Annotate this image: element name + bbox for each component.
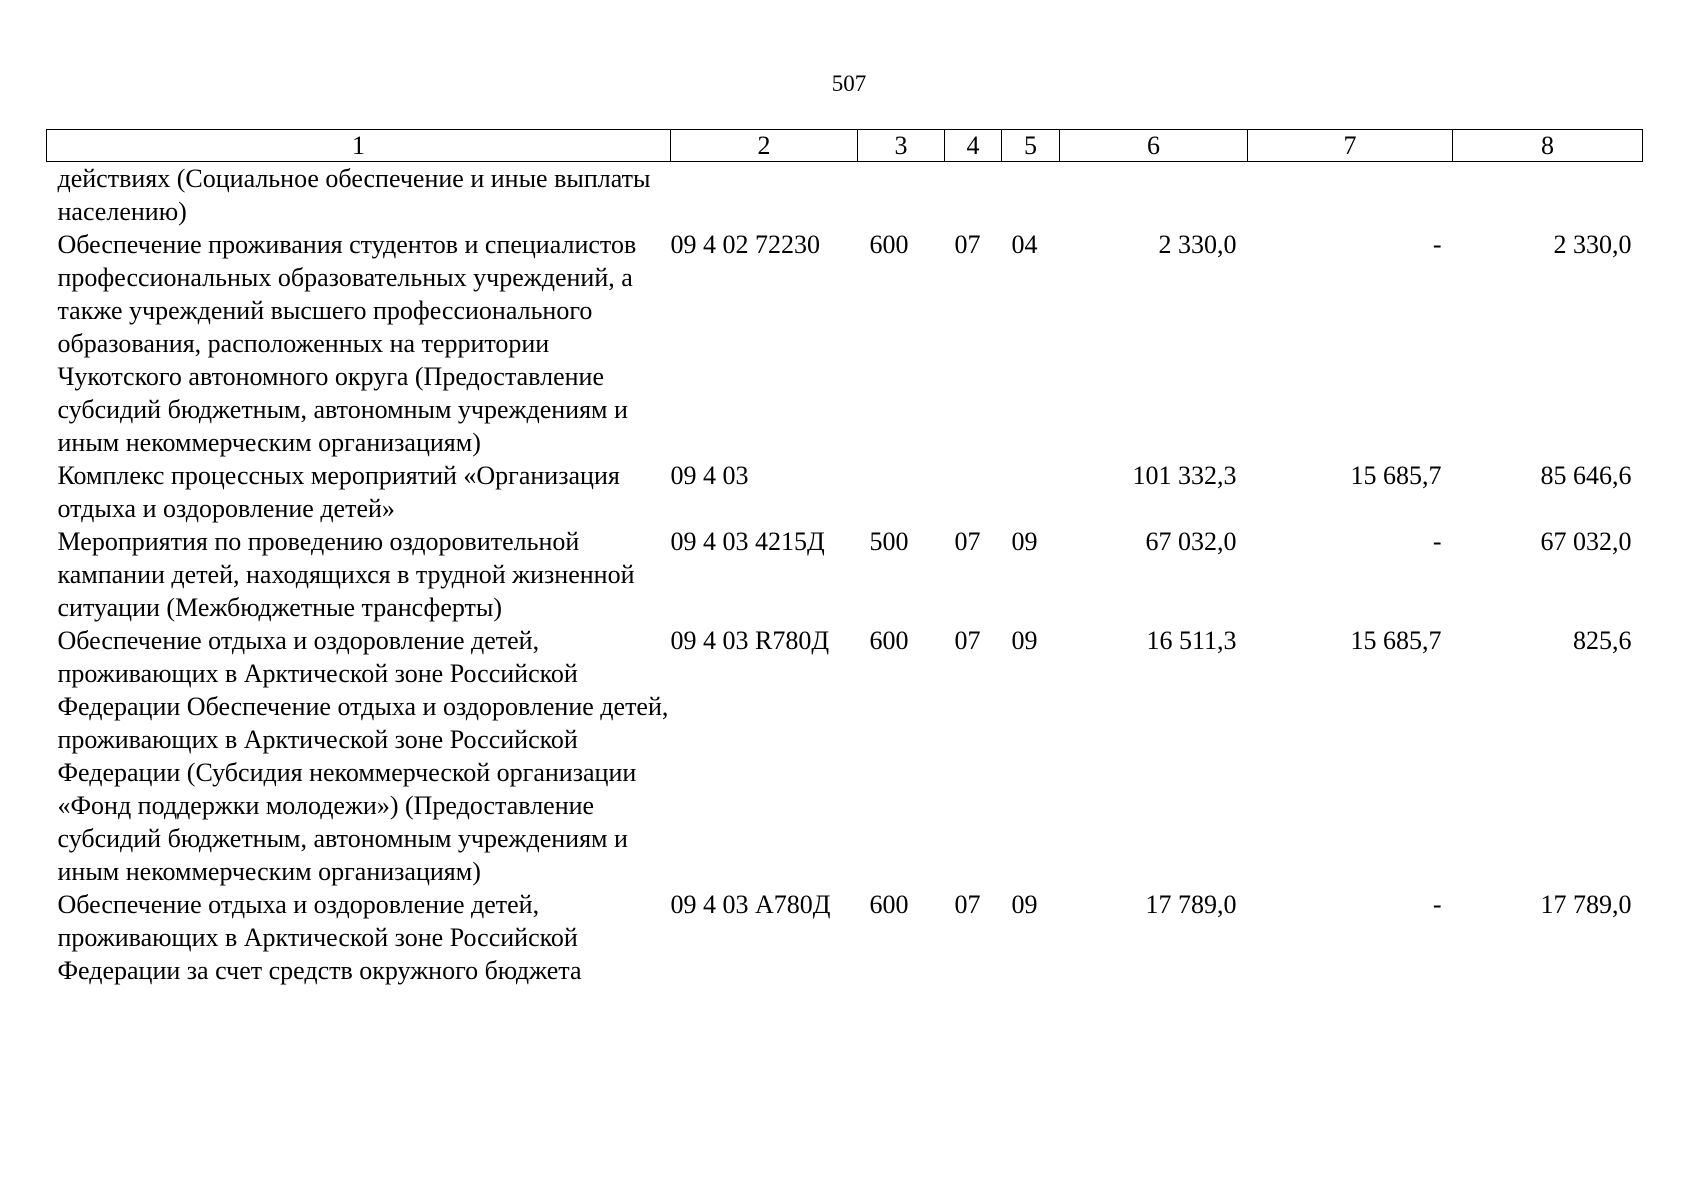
- table-header: [47, 130, 1643, 162]
- row-subsection: [1002, 162, 1060, 229]
- row-subsection: [1002, 459, 1060, 525]
- row-expense-type: 500: [869, 527, 909, 556]
- row-subsection: 04: [1011, 230, 1038, 259]
- row-amount-col7: 15 685,7: [1350, 626, 1442, 655]
- column-header-5: 5: [1002, 130, 1060, 162]
- column-header-4: 4: [945, 130, 1002, 162]
- table-row: [47, 162, 1643, 229]
- row-amount-col7: -: [1432, 890, 1442, 919]
- row-amount-col7: [1248, 162, 1453, 229]
- row-expense-type: 600: [869, 230, 909, 259]
- row-expense-type: 600: [869, 890, 909, 919]
- row-amount-col8: 825,6: [1573, 626, 1632, 655]
- column-header-2: 2: [671, 130, 858, 162]
- table-row: [47, 624, 1643, 888]
- table-row: [47, 888, 1643, 987]
- row-name: Мероприятия по проведению оздоровительной кампании детей, находящихся в трудной жизненной ситуации (Межбюджетные трансферты): [57, 527, 635, 622]
- row-amount-total: 17 789,0: [1145, 890, 1237, 919]
- row-section: 07: [954, 230, 981, 259]
- row-expense-type: [858, 162, 945, 229]
- row-amount-col8: 17 789,0: [1540, 890, 1632, 919]
- row-amount-col7: -: [1432, 527, 1442, 556]
- row-program-code: 09 4 03 R780Д: [670, 626, 830, 655]
- table-row: [47, 228, 1643, 459]
- column-header-7: 7: [1248, 130, 1453, 162]
- row-amount-col8: [1453, 162, 1643, 229]
- row-name: Обеспечение проживания студентов и специалистов профессиональных образовательных учреждений, а также учреждений высшего профессионального образования, расположенных на территории Чукотского автономного округа (Предоставление субсидий бюджетным, автономным учреждениям и иным некоммерческим организациям): [57, 230, 637, 457]
- row-name: Комплекс процессных мероприятий «Организация отдыха и оздоровление детей»: [57, 461, 620, 523]
- row-amount-col7: 15 685,7: [1350, 461, 1442, 490]
- row-program-code: 09 4 03: [670, 461, 749, 490]
- row-section: [945, 162, 1002, 229]
- row-program-code: [671, 162, 858, 229]
- table-body: [47, 162, 1643, 988]
- row-expense-type: [858, 459, 945, 525]
- row-name: действиях (Социальное обеспечение и иные выплаты населению): [57, 164, 651, 226]
- column-header-8: 8: [1453, 130, 1643, 162]
- row-amount-total: [1060, 162, 1248, 229]
- row-program-code: 09 4 02 72230: [670, 230, 820, 259]
- page-number: 507: [831, 71, 867, 96]
- row-subsection: 09: [1011, 626, 1038, 655]
- budget-table: [46, 129, 1643, 987]
- column-header-3: 3: [858, 130, 945, 162]
- row-section: 07: [954, 890, 981, 919]
- table-row: [47, 459, 1643, 525]
- column-header-6: 6: [1060, 130, 1248, 162]
- row-amount-total: 2 330,0: [1158, 230, 1237, 259]
- row-section: 07: [954, 527, 981, 556]
- row-program-code: 09 4 03 А780Д: [670, 890, 831, 919]
- row-name: Обеспечение отдыха и оздоровление детей, проживающих в Арктической зоне Российской Федерации Обеспечение отдыха и оздоровление детей, проживающих в Арктической зоне Российской Федерации (Субсидия некоммерческой организации «Фонд поддержки молодежи») (Предоставление субсидий бюджетным, автономным учреждениям и иным некоммерческим организациям): [57, 626, 669, 886]
- row-subsection: 09: [1011, 527, 1038, 556]
- row-program-code: 09 4 03 4215Д: [670, 527, 825, 556]
- column-header-1: 1: [47, 130, 671, 162]
- row-section: 07: [954, 626, 981, 655]
- row-section: [945, 459, 1002, 525]
- row-subsection: 09: [1011, 890, 1038, 919]
- row-amount-col8: 2 330,0: [1553, 230, 1632, 259]
- row-amount-col7: -: [1432, 230, 1442, 259]
- row-amount-col8: 85 646,6: [1540, 461, 1632, 490]
- row-amount-total: 16 511,3: [1146, 626, 1237, 655]
- row-expense-type: 600: [869, 626, 909, 655]
- row-name: Обеспечение отдыха и оздоровление детей, проживающих в Арктической зоне Российской Федерации за счет средств окружного бюджета: [57, 890, 582, 985]
- table-row: [47, 525, 1643, 624]
- header-row: [47, 130, 1643, 162]
- row-amount-total: 101 332,3: [1132, 461, 1237, 490]
- row-amount-col8: 67 032,0: [1540, 527, 1632, 556]
- row-amount-total: 67 032,0: [1145, 527, 1237, 556]
